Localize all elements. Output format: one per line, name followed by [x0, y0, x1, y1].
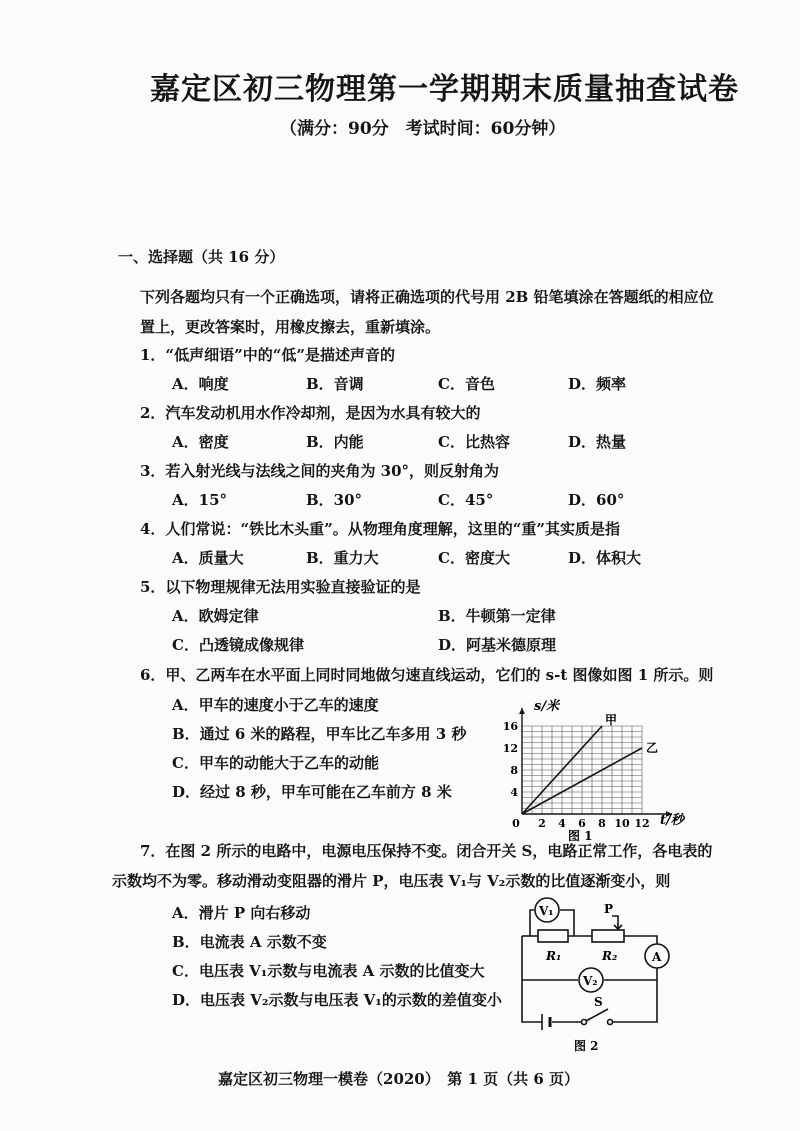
question-1-stem: 1．“低声细语”中的“低”是描述声音的 — [140, 346, 395, 364]
question-3-stem: 3．若入射光线与法线之间的夹角为 30°，则反射角为 — [140, 462, 500, 480]
line-label-yi: 乙 — [646, 741, 659, 755]
question-6-option-d: D．经过 8 秒，甲车可能在乙车前方 8 米 — [172, 783, 452, 801]
line-label-jia: 甲 — [605, 713, 618, 727]
instructions: 下列各题均只有一个正确选项，请将正确选项的代号用 2B 铅笔填涂在答题纸的相应位置上，更改答案时，用橡皮擦去，重新填涂。 — [140, 288, 714, 336]
question-1-option-c: C．音色 — [438, 375, 495, 393]
ammeter-label: A — [652, 950, 662, 964]
question-6-option-b: B．通过 6 米的路程，甲车比乙车多用 3 秒 — [172, 725, 467, 743]
chart-grid — [522, 726, 642, 814]
question-2-option-c: C．比热容 — [438, 433, 510, 451]
question-2-option-a: A．密度 — [172, 433, 229, 451]
question-6-option-a: A．甲车的速度小于乙车的速度 — [172, 696, 379, 714]
question-6-stem: 6．甲、乙两车在水平面上同时同地做匀速直线运动，它们的 s-t 图像如图 1 所示。则 — [140, 666, 714, 684]
y-tick-label: 8 — [510, 764, 518, 777]
y-axis-arrow — [519, 708, 525, 714]
switch-blade — [586, 1009, 608, 1021]
question-4-option-a: A．质量大 — [172, 549, 244, 567]
question-5-option-d: D．阿基米德原理 — [438, 636, 557, 654]
x-tick-label: 12 — [634, 817, 650, 830]
y-axis-label: s/米 — [534, 699, 560, 714]
y-tick-label: 16 — [502, 720, 518, 733]
question-5-option-a: A．欧姆定律 — [172, 607, 259, 625]
x-tick-label: 4 — [558, 817, 566, 830]
slider-label: P — [604, 902, 614, 916]
question-4-option-b: B．重力大 — [306, 549, 379, 567]
question-1-option-a: A．响度 — [172, 375, 229, 393]
question-6-option-c: C．甲车的动能大于乙车的动能 — [172, 754, 379, 772]
x-tick-label: 2 — [538, 817, 546, 830]
figure-2-caption: 图 2 — [574, 1039, 599, 1053]
switch-label: S — [594, 995, 603, 1009]
v2-label: V₂ — [583, 974, 598, 988]
question-7-option-c: C．电压表 V₁示数与电流表 A 示数的比值变大 — [172, 962, 485, 980]
figure-1-caption: 图 1 — [568, 829, 593, 843]
question-2-stem: 2．汽车发动机用水作冷却剂，是因为水具有较大的 — [140, 404, 481, 422]
question-1-option-d: D．频率 — [568, 375, 627, 393]
question-7-option-d: D．电压表 V₂示数与电压表 V₁的示数的差值变小 — [172, 991, 502, 1009]
question-3-option-b: B．30° — [306, 491, 363, 509]
exam-title: 嘉定区初三物理第一学期期末质量抽查试卷 — [150, 72, 739, 107]
exam-subtitle: （满分：90分 考试时间：60分钟） — [280, 119, 566, 139]
page-footer: 嘉定区初三物理一模卷（2020） 第 1 页（共 6 页） — [218, 1070, 580, 1088]
figure-1-st-chart — [500, 698, 690, 846]
r1-label: R₁ — [546, 949, 562, 963]
question-2-option-b: B．内能 — [306, 433, 364, 451]
r2-label: R₂ — [602, 949, 618, 963]
question-7-stem-line-1: 7．在图 2 所示的电路中，电源电压保持不变。闭合开关 S，电路正常工作，各电表的 — [140, 842, 713, 860]
question-5-stem: 5．以下物理规律无法用实验直接验证的是 — [140, 578, 421, 596]
figure-2-circuit — [512, 896, 682, 1056]
question-4-option-d: D．体积大 — [568, 549, 642, 567]
question-7-option-a: A．滑片 P 向右移动 — [172, 904, 311, 922]
question-5-option-b: B．牛顿第一定律 — [438, 607, 556, 625]
question-7-option-b: B．电流表 A 示数不变 — [172, 933, 327, 951]
question-1-option-b: B．音调 — [306, 375, 364, 393]
question-5-option-c: C．凸透镜成像规律 — [172, 636, 304, 654]
x-tick-label: 8 — [598, 817, 606, 830]
v1-label: V₁ — [539, 904, 554, 918]
question-4-option-c: C．密度大 — [438, 549, 510, 567]
question-3-option-a: A．15° — [172, 491, 228, 509]
y-tick-label: 4 — [510, 786, 518, 799]
question-2-option-d: D．热量 — [568, 433, 627, 451]
section-heading: 一、选择题（共 16 分） — [118, 248, 285, 266]
question-3-option-c: C．45° — [438, 491, 494, 509]
question-4-stem: 4．人们常说：“铁比木头重”。从物理角度理解，这里的“重”其实质是指 — [140, 520, 620, 538]
x-axis-label: t/秒 — [660, 813, 684, 828]
x-tick-label: 10 — [614, 817, 630, 830]
x-tick-label: 0 — [512, 817, 520, 830]
question-7-stem-line-2: 示数均不为零。移动滑动变阻器的滑片 P，电压表 V₁与 V₂示数的比值逐渐变小，则 — [112, 872, 671, 890]
x-tick-label: 6 — [578, 817, 586, 830]
y-tick-label: 12 — [502, 742, 518, 755]
resistor-r2 — [592, 930, 624, 942]
question-3-option-d: D．60° — [568, 491, 625, 509]
resistor-r1 — [538, 930, 568, 942]
